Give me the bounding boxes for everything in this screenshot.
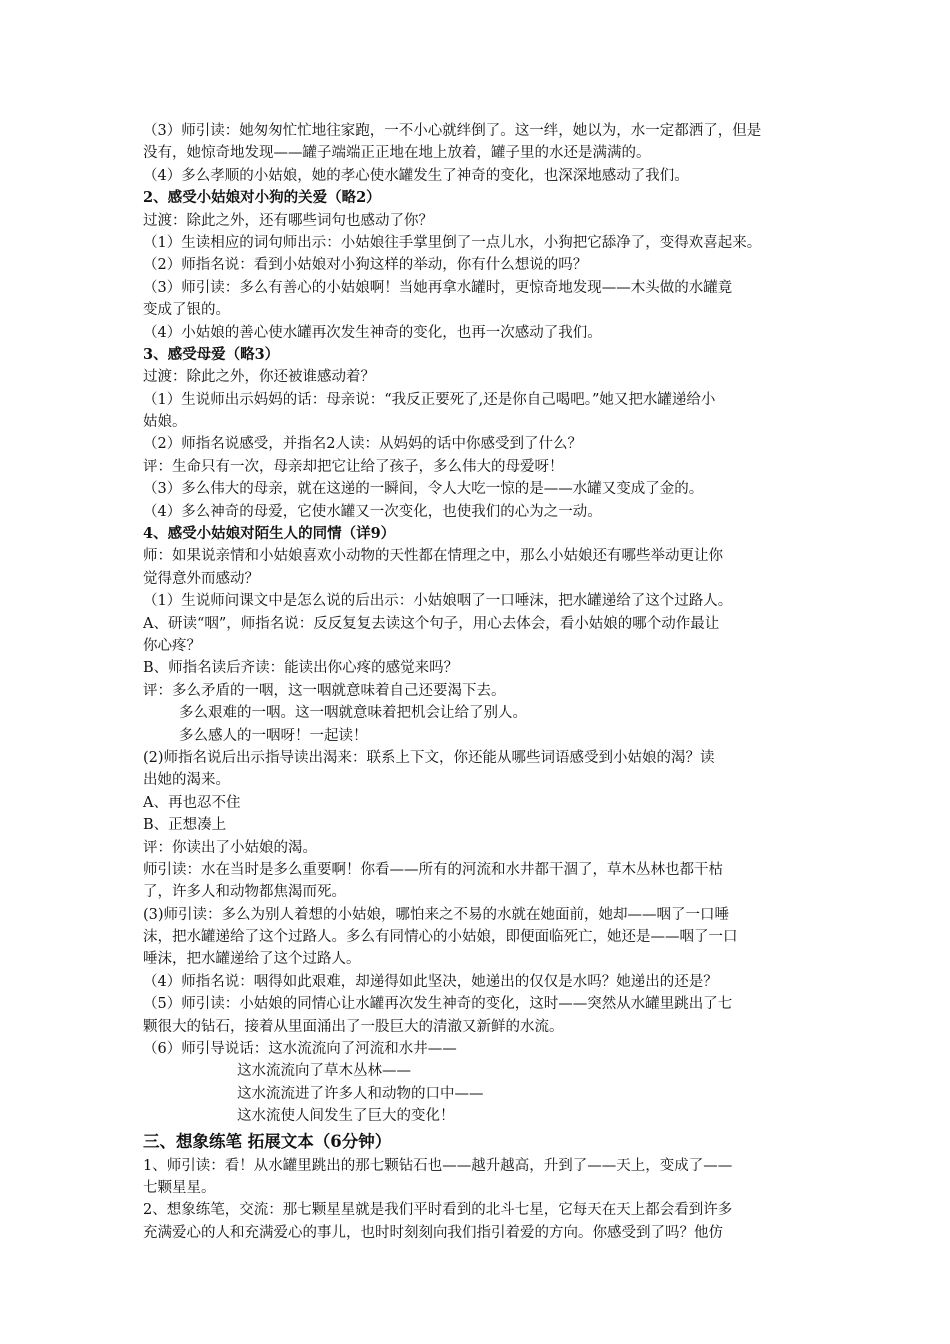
text-line: A、研读“咽”，师指名说：反反复复去读这个句子，用心去体会，看小姑娘的哪个动作最让 — [143, 615, 720, 632]
text-line: （4）师指名说：咽得如此艰难，却递得如此坚决，她递出的仅仅是水吗？她递出的还是？ — [143, 973, 718, 990]
text-line: 出她的渴来。 — [143, 772, 230, 789]
text-line: 唾沫，把水罐递给了这个过路人。 — [143, 951, 361, 968]
text-line: 过渡：除此之外，你还被谁感动着？ — [143, 369, 375, 386]
text-line: （5）师引读：小姑娘的同情心让水罐再次发生神奇的变化，这时——突然从水罐里跳出了七 — [143, 996, 733, 1013]
text-line: （3）多么伟大的母亲，就在这递的一瞬间，令人大吃一惊的是——水罐又变成了金的。 — [143, 481, 704, 498]
text-line: 多么感人的一咽呀！一起读！ — [179, 727, 368, 744]
text-line: （1）生说师问课文中是怎么说的后出示：小姑娘咽了一口唾沫，把水罐递给了这个过路人。 — [143, 593, 733, 610]
text-line: A、再也忍不住 — [143, 794, 241, 811]
section-heading: 2、感受小姑娘对小狗的关爱（略2） — [143, 189, 381, 207]
section-heading: 4、感受小姑娘对陌生人的同情（详9） — [143, 525, 396, 543]
text-line: 这水流流向了草木丛林—— — [237, 1063, 411, 1080]
text-line: B、师指名读后齐读：能读出你心疼的感觉来吗？ — [143, 660, 459, 677]
text-line: 这水流流进了许多人和动物的口中—— — [237, 1085, 484, 1102]
document-page — [143, 120, 823, 1244]
text-line: 师引读：水在当时是多么重要啊！你看——所有的河流和水井都干涸了，草木丛林也都干枯 — [143, 861, 723, 878]
text-line: 觉得意外而感动？ — [143, 570, 259, 587]
text-line: 这水流使人间发生了巨大的变化！ — [237, 1108, 455, 1125]
text-line: 沫，把水罐递给了这个过路人。多么有同情心的小姑娘，即便面临死亡，她还是——咽了一口 — [143, 929, 738, 946]
text-line: B、正想凑上 — [143, 817, 227, 834]
section-heading: 3、感受母爱（略3） — [143, 345, 280, 363]
text-line: （1）生说师出示妈妈的话：母亲说：“我反正要死了,还是你自己喝吧。”她又把水罐递给小 — [143, 391, 716, 408]
section-heading: 三、想象练笔 拓展文本（6分钟） — [143, 1131, 392, 1151]
text-line: 评：生命只有一次，母亲却把它让给了孩子，多么伟大的母爱呀！ — [143, 458, 564, 475]
text-line: (3)师引读：多么为别人着想的小姑娘，哪怕来之不易的水就在她面前，她却——咽了一口唾 — [143, 906, 730, 923]
text-line: （2）师指名说：看到小姑娘对小狗这样的举动，你有什么想说的吗？ — [143, 257, 588, 274]
text-line: 多么艰难的一咽。这一咽就意味着把机会让给了别人。 — [179, 705, 527, 722]
text-line: 评：多么矛盾的一咽，这一咽就意味着自己还要渴下去。 — [143, 682, 506, 699]
text-line: 没有，她惊奇地发现——罐子端端正正地在地上放着，罐子里的水还是满满的。 — [143, 145, 651, 162]
text-line: （6）师引导说话：这水流流向了河流和水井—— — [143, 1041, 457, 1058]
text-line: 2、想象练笔，交流：那七颗星星就是我们平时看到的北斗七星，它每天在天上都会看到许多 — [143, 1202, 733, 1219]
text-line: 变成了银的。 — [143, 302, 230, 319]
text-line: （3）师引读：她匆匆忙忙地往家跑，一不小心就绊倒了。这一绊，她以为，水一定都洒了，但是 — [143, 123, 762, 139]
text-line: （4）多么神奇的母爱，它使水罐又一次变化，也使我们的心为之一动。 — [143, 503, 602, 520]
text-line: （4）多么孝顺的小姑娘，她的孝心使水罐发生了神奇的变化，也深深地感动了我们。 — [143, 167, 689, 184]
text-line: (2)师指名说后出示指导读出渴来：联系上下文，你还能从哪些词语感受到小姑娘的渴？读 — [143, 749, 715, 766]
text-line: （2）师指名说感受，并指名2人读：从妈妈的话中你感受到了什么？ — [143, 436, 582, 453]
text-line: 过渡：除此之外，还有哪些词句也感动了你？ — [143, 212, 433, 229]
text-line: 评：你读出了小姑娘的渴。 — [143, 839, 317, 856]
text-line: （3）师引读：多么有善心的小姑娘啊！当她再拿水罐时，更惊奇地发现——木头做的水罐竟 — [143, 279, 733, 296]
text-line: 1、师引读：看！从水罐里跳出的那七颗钻石也——越升越高，升到了——天上，变成了—— — [143, 1157, 733, 1174]
text-line: （4）小姑娘的善心使水罐再次发生神奇的变化，也再一次感动了我们。 — [143, 324, 602, 341]
text-line: 颗很大的钻石，接着从里面涌出了一股巨大的清澈又新鲜的水流。 — [143, 1018, 564, 1035]
text-line: 师：如果说亲情和小姑娘喜欢小动物的天性都在情理之中，那么小姑娘还有哪些举动更让你 — [143, 548, 723, 565]
text-line: 充满爱心的人和充满爱心的事儿，也时时刻刻向我们指引着爱的方向。你感受到了吗？他仿 — [143, 1224, 723, 1241]
text-line: 你心疼？ — [143, 637, 201, 654]
text-line: 七颗星星。 — [143, 1179, 216, 1196]
text-line: （1）生读相应的词句师出示：小姑娘往手掌里倒了一点儿水，小狗把它舔净了，变得欢喜起来。 — [143, 234, 762, 251]
text-line: 了，许多人和动物都焦渴而死。 — [143, 884, 346, 901]
text-line: 姑娘。 — [143, 414, 187, 431]
